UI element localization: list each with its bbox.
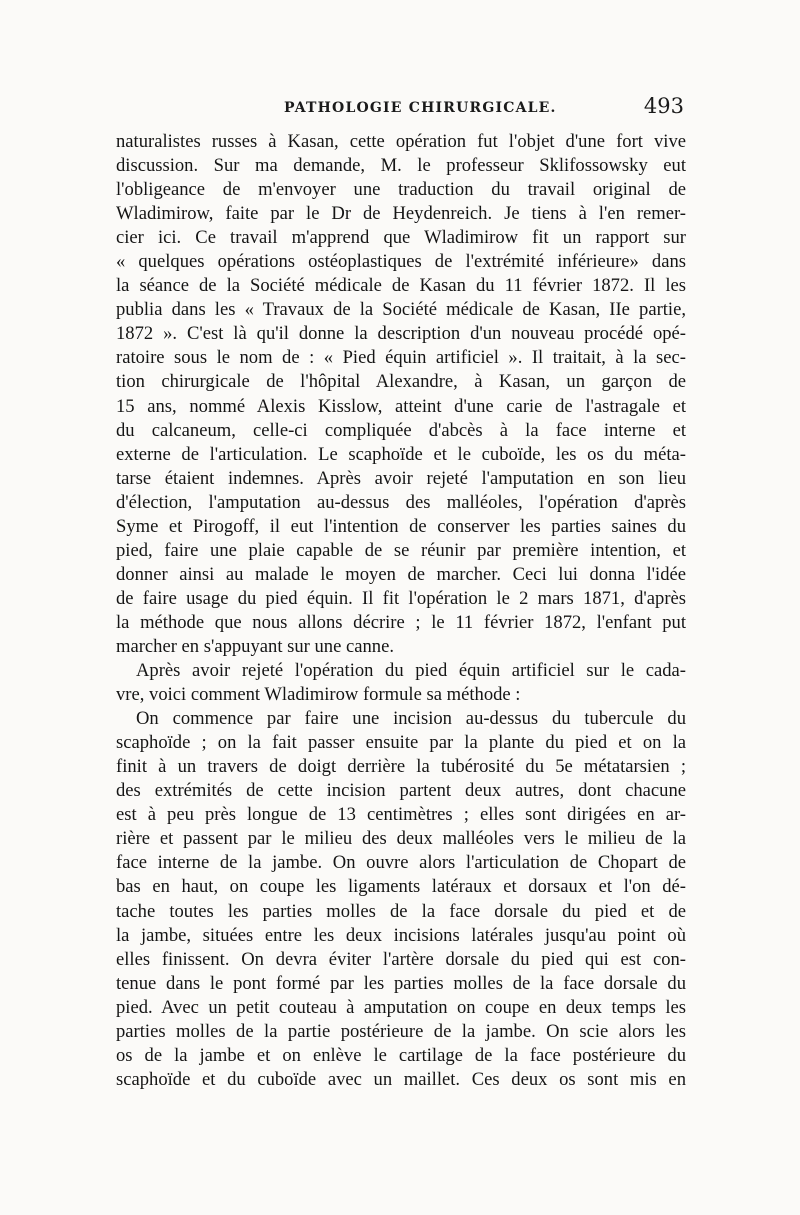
text-line: face interne de la jambe. On ouvre alors l'articulation de Chopart de: [116, 852, 686, 874]
text-line: du calcaneum, celle-ci compliquée d'abcès à la face interne et: [116, 419, 686, 441]
text-line: externe de l'articulation. Le scaphoïde et le cuboïde, les os du méta-: [116, 443, 686, 465]
paragraph-first-line: On commence par faire une incision au-dessus du tubercule du: [136, 708, 686, 730]
text-line: bas en haut, on coupe les ligaments latéraux et dorsaux et l'on dé-: [116, 876, 686, 898]
text-line: os de la jambe et on enlève le cartilage de la face postérieure du: [116, 1044, 686, 1066]
text-line: pied, faire une plaie capable de se réunir par première intention, et: [116, 539, 686, 561]
page-header: [116, 92, 686, 122]
text-line: la jambe, situées entre les deux incisions latérales jusqu'au point où: [116, 924, 686, 946]
text-line: publia dans les « Travaux de la Société médicale de Kasan, IIe partie,: [116, 299, 686, 321]
text-line: 15 ans, nommé Alexis Kisslow, atteint d'une carie de l'astragale et: [116, 395, 686, 417]
text-line: elles finissent. On devra éviter l'artère dorsale du pied qui est con-: [116, 948, 686, 970]
text-line: tenue dans le pont formé par les parties molles de la face dorsale du: [116, 972, 686, 994]
text-line: tion chirurgicale de l'hôpital Alexandre, à Kasan, un garçon de: [116, 371, 686, 393]
text-line: la séance de la Société médicale de Kasan du 11 février 1872. Il les: [116, 275, 686, 297]
text-line: donner ainsi au malade le moyen de marcher. Ceci lui donna l'idée: [116, 563, 686, 585]
text-line: Wladimirow, faite par le Dr de Heydenreich. Je tiens à l'en remer-: [116, 203, 686, 225]
text-line: tache toutes les parties molles de la face dorsale du pied et de: [116, 900, 686, 922]
text-line: des extrémités de cette incision partent deux autres, dont chacune: [116, 780, 686, 802]
body-text: [116, 130, 686, 1092]
text-line: discussion. Sur ma demande, M. le professeur Sklifossowsky eut: [116, 155, 686, 177]
paragraph-end-line: marcher en s'appuyant sur une canne.: [116, 635, 395, 657]
text-line: scaphoïde ; on la fait passer ensuite par la plante du pied et on la: [116, 732, 686, 754]
text-line: Syme et Pirogoff, il eut l'intention de conserver les parties saines du: [116, 515, 686, 537]
text-line: « quelques opérations ostéoplastiques de l'extrémité inférieure» dans: [116, 251, 686, 273]
text-line: d'élection, l'amputation au-dessus des malléoles, l'opération d'après: [116, 491, 686, 513]
running-title: PATHOLOGIE CHIRURGICALE.: [284, 100, 557, 116]
paragraph-end-line: vre, voici comment Wladimirow formule sa méthode :: [116, 684, 521, 706]
text-line: pied. Avec un petit couteau à amputation on coupe en deux temps les: [116, 996, 686, 1018]
text-line: rière et passent par le milieu des deux malléoles vers le milieu de la: [116, 828, 686, 850]
text-line: de faire usage du pied équin. Il fit l'opération le 2 mars 1871, d'après: [116, 587, 686, 609]
text-line: 1872 ». C'est là qu'il donne la description d'un nouveau procédé opé-: [116, 323, 686, 345]
paragraph-first-line: Après avoir rejeté l'opération du pied équin artificiel sur le cada-: [136, 660, 686, 682]
text-line: est à peu près longue de 13 centimètres ; elles sont dirigées en ar-: [116, 804, 686, 826]
text-line: naturalistes russes à Kasan, cette opération fut l'objet d'une fort vive: [116, 131, 686, 152]
page-number: 493: [643, 94, 684, 118]
text-line: cier ici. Ce travail m'apprend que Wladimirow fit un rapport sur: [116, 227, 686, 249]
text-line: tarse étaient indemnes. Après avoir rejeté l'amputation en son lieu: [116, 467, 686, 489]
text-line: parties molles de la partie postérieure de la jambe. On scie alors les: [116, 1020, 686, 1042]
text-line: la méthode que nous allons décrire ; le 11 février 1872, l'enfant put: [116, 611, 686, 633]
text-line: l'obligeance de m'envoyer une traduction du travail original de: [116, 179, 686, 201]
text-line: finit à un travers de doigt derrière la tubérosité du 5e métatarsien ;: [116, 756, 686, 778]
text-line: ratoire sous le nom de : « Pied équin artificiel ». Il traitait, à la sec-: [116, 347, 686, 369]
text-line: scaphoïde et du cuboïde avec un maillet. Ces deux os sont mis en: [116, 1068, 686, 1090]
